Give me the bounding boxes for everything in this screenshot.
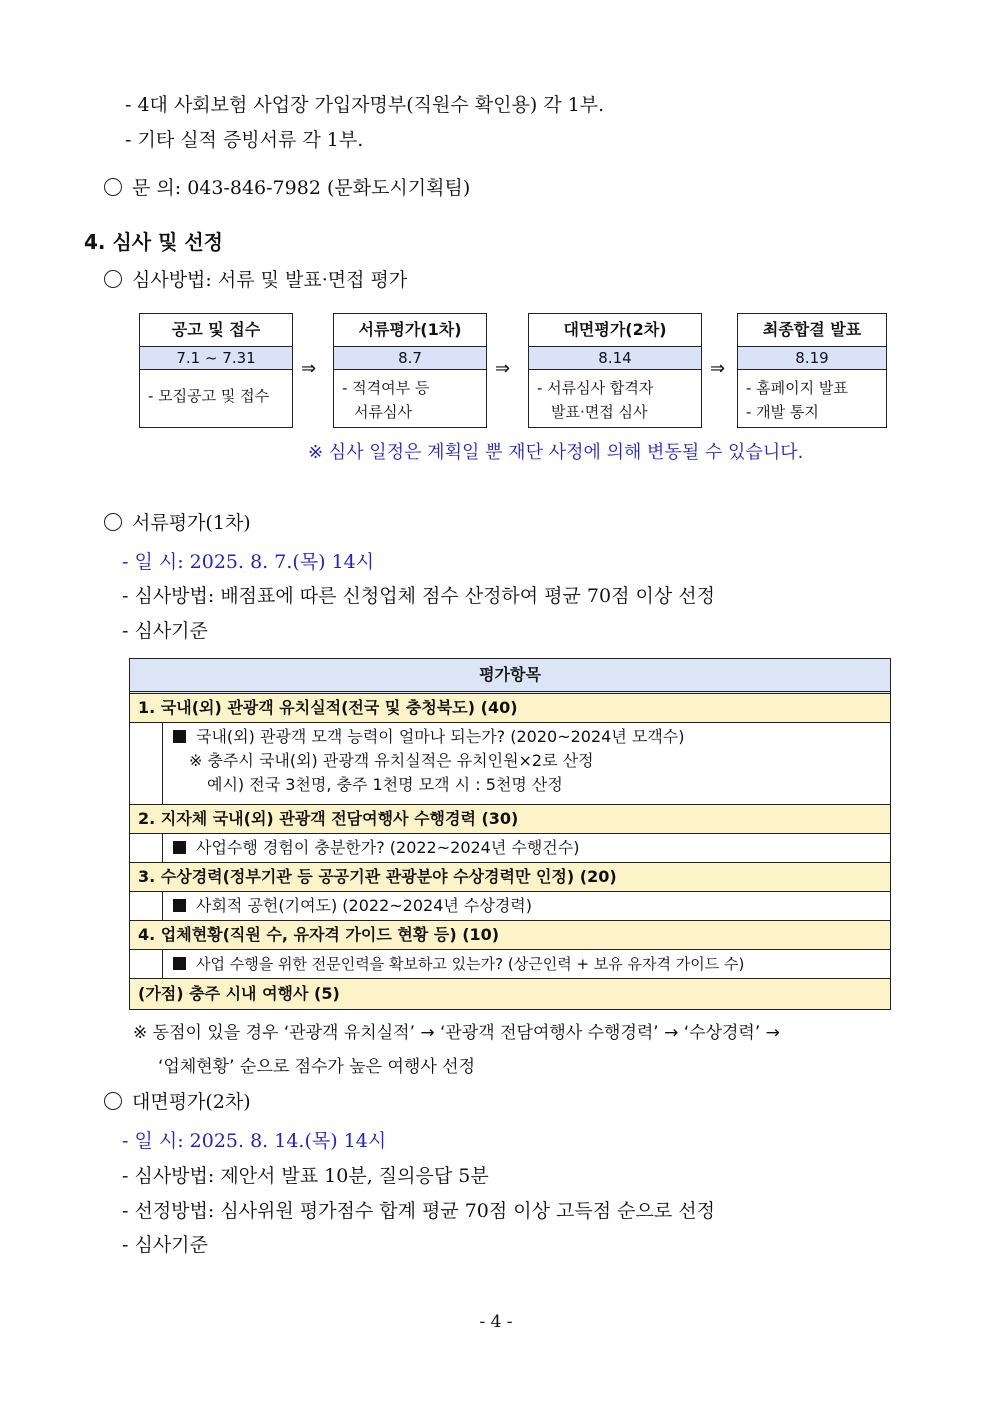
criteria-detail-row [130,892,890,921]
square-bullet-icon [173,841,186,854]
criteria-table [129,658,891,1010]
criteria-detail-row [130,834,890,863]
page-number: - 4 - [479,1312,513,1332]
criteria-detail-row [130,950,890,979]
criteria-detail-line: 사회적 공헌(기여도) (2022~2024년 수상경력) [163,892,890,920]
second-round-title-text: 대면평가(2차) [132,1091,251,1113]
schedule-note: ※ 심사 일정은 계획일 뿐 재단 사정에 의해 변동될 수 있습니다. [308,442,804,463]
doc-line-insurance: - 4대 사회보험 사업장 가입자명부(직원수 확인용) 각 1부. [125,94,605,116]
flow-step-interview [528,313,702,428]
second-round-criteria-label: - 심사기준 [122,1234,208,1256]
criteria-bonus-row: (가점) 충주 시내 여행사 (5) [130,979,890,1009]
flow-step-announce [139,313,293,428]
tie-note-line-2: ‘업체현황’ 순으로 점수가 높은 여행사 선정 [158,1057,476,1077]
criteria-detail-line: 사업수행 경험이 충분한가? (2022~2024년 수행건수) [163,834,890,862]
criteria-category-row: 3. 수상경력(정부기관 등 공공기관 관광분야 수상경력만 인정) (20) [130,863,890,892]
section-title: 4. 심사 및 선정 [84,230,224,254]
flow-step-date: 7.1 ~ 7.31 [140,347,292,370]
first-round-title [104,511,251,535]
flow-step-title: 최종합결 발표 [738,314,886,347]
flow-step-title: 공고 및 접수 [140,314,292,347]
flow-arrow-icon: ⇒ [495,358,511,379]
flow-step-desc-line: - 서류심사 합격자 [537,379,654,397]
criteria-detail-line: 국내(외) 관광객 모객 능력이 얼마나 되는가? (2020~2024년 모객수) [173,725,890,749]
flow-step-document [333,313,487,428]
circle-bullet-icon [104,513,122,531]
second-round-method: - 심사방법: 제안서 발표 10분, 질의응답 5분 [122,1165,489,1187]
flow-step-desc-line: - 홈페이지 발표 [746,379,848,397]
flow-step-title: 서류평가(1차) [334,314,486,347]
flow-step-desc-line: - 적격여부 등 [342,379,430,397]
criteria-category-row: 4. 업체현황(직원 수, 유자격 가이드 현황 등) (10) [130,921,890,950]
square-bullet-icon [173,957,186,970]
flow-step-desc-line: - 개발 통지 [746,403,819,421]
flow-step-final [737,313,887,428]
flow-step-desc [140,370,292,408]
flow-arrow-icon: ⇒ [710,358,726,379]
first-round-date: - 일 시: 2025. 8. 7.(목) 14시 [122,551,375,573]
criteria-table-header: 평가항목 [130,659,890,694]
flow-step-desc [334,370,486,424]
criteria-detail-line: ※ 충주시 국내(외) 관광객 유치실적은 유치인원×2로 산정 [189,751,594,770]
criteria-detail-line: 예시) 전국 3천명, 충주 1천명 모객 시 : 5천명 산정 [207,775,563,794]
flow-step-date: 8.19 [738,347,886,370]
second-round-title [104,1090,251,1114]
flow-step-desc [738,370,886,424]
first-round-title-text: 서류평가(1차) [132,512,251,534]
circle-bullet-icon [104,1092,122,1110]
criteria-detail-line: 사업 수행을 위한 전문인력을 확보하고 있는가? (상근인력 + 보유 유자격 가이드 수) [163,950,890,978]
review-method-line [104,268,407,292]
second-round-date: - 일 시: 2025. 8. 14.(목) 14시 [122,1130,387,1152]
flow-step-title: 대면평가(2차) [529,314,701,347]
first-round-method: - 심사방법: 배점표에 따른 신청업체 점수 산정하여 평균 70점 이상 선정 [122,585,715,607]
flow-step-desc [529,370,701,424]
circle-bullet-icon [104,178,122,196]
criteria-category-row: 1. 국내(외) 관광객 유치실적(전국 및 충청북도) (40) [130,694,890,723]
flow-step-desc-line: 발표·면접 심사 [551,403,648,421]
tie-note-line-1: ※ 동점이 있을 경우 ‘관광객 유치실적’ → ‘관광객 전담여행사 수행경력’ → ‘수상경력’ → [133,1023,780,1043]
square-bullet-icon [173,730,186,743]
flow-step-desc-line: 서류심사 [354,403,412,421]
flow-arrow-icon: ⇒ [301,358,317,379]
flow-step-date: 8.7 [334,347,486,370]
flow-step-date: 8.14 [529,347,701,370]
doc-line-evidence: - 기타 실적 증빙서류 각 1부. [125,129,364,151]
review-method-text: 심사방법: 서류 및 발표·면접 평가 [132,269,408,291]
criteria-detail-row [130,723,890,805]
first-round-criteria-label: - 심사기준 [122,620,208,642]
contact-line [104,176,470,200]
square-bullet-icon [173,899,186,912]
flow-step-desc-line: - 모집공고 및 접수 [148,387,270,405]
circle-bullet-icon [104,270,122,288]
second-round-selection: - 선정방법: 심사위원 평가점수 합계 평균 70점 이상 고득점 순으로 선정 [122,1200,715,1222]
contact-text: 문 의: 043-846-7982 (문화도시기획팀) [132,177,471,199]
criteria-category-row: 2. 지자체 국내(외) 관광객 전담여행사 수행경력 (30) [130,805,890,834]
